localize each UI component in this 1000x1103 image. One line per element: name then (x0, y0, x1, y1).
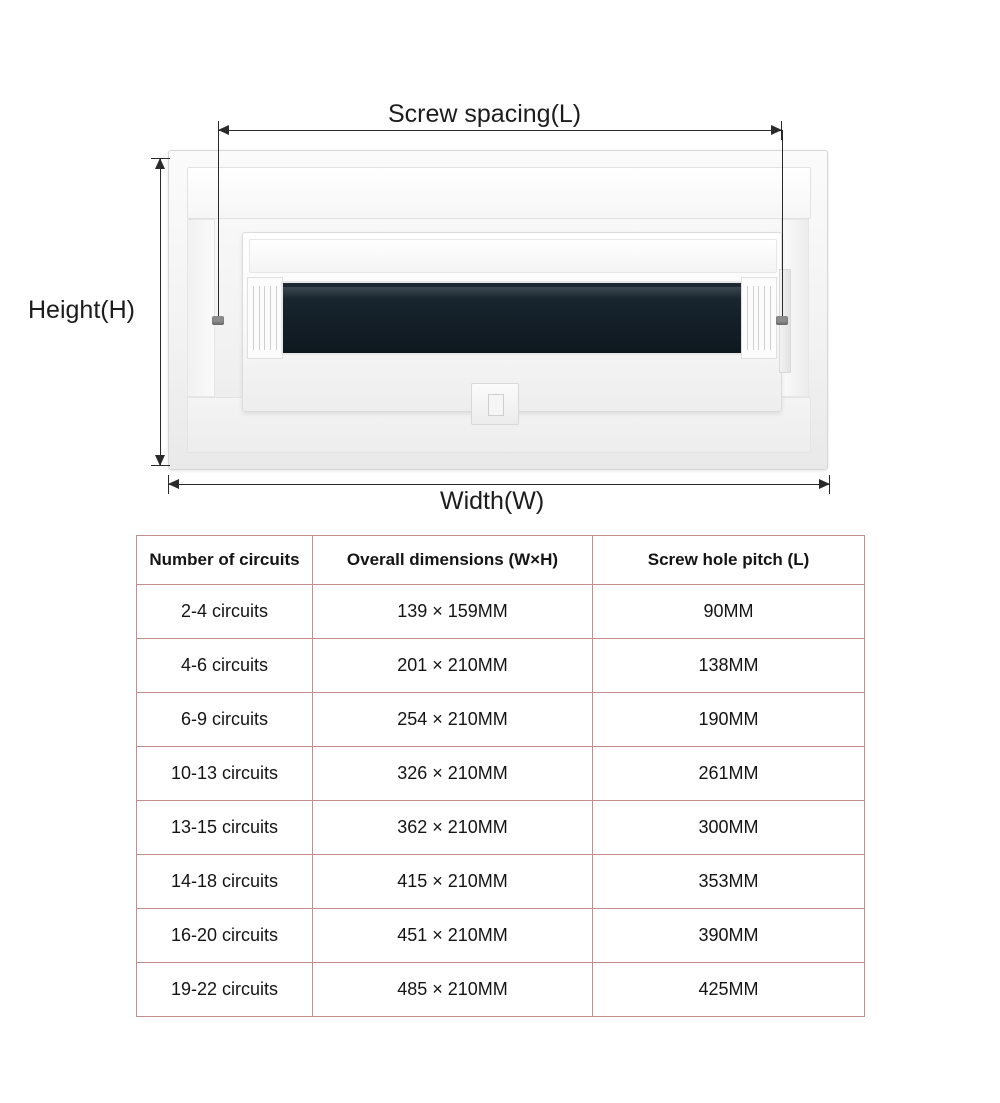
cell-circuits: 2-4 circuits (137, 585, 313, 639)
arrow-left-icon (218, 125, 229, 135)
arrow-left-icon (168, 479, 179, 489)
cell-circuits: 6-9 circuits (137, 693, 313, 747)
cell-dimensions: 451 × 210MM (313, 909, 593, 963)
louver-line (270, 286, 271, 350)
arrow-up-icon (155, 158, 165, 169)
cell-circuits: 4-6 circuits (137, 639, 313, 693)
cell-dimensions: 362 × 210MM (313, 801, 593, 855)
header-screw-hole-pitch: Screw hole pitch (L) (593, 536, 865, 585)
right-screw-marker (776, 316, 788, 325)
louver-line (747, 286, 748, 350)
cell-pitch: 390MM (593, 909, 865, 963)
right-screw-leader-line (782, 130, 783, 320)
height-label: Height(H) (28, 296, 135, 324)
cell-dimensions: 326 × 210MM (313, 747, 593, 801)
cover-top-bar (249, 239, 777, 273)
enclosure-diagram (0, 0, 1000, 520)
header-number-of-circuits: Number of circuits (137, 536, 313, 585)
left-screw-marker (212, 316, 224, 325)
table-row (137, 585, 865, 639)
table-row (137, 909, 865, 963)
cell-pitch: 353MM (593, 855, 865, 909)
cell-dimensions: 485 × 210MM (313, 963, 593, 1017)
cell-circuits: 13-15 circuits (137, 801, 313, 855)
enclosure-cover (242, 232, 782, 412)
cell-dimensions: 139 × 159MM (313, 585, 593, 639)
specification-table (136, 535, 865, 1017)
cell-circuits: 14-18 circuits (137, 855, 313, 909)
left-screw-leader-line (218, 130, 219, 320)
cell-circuits: 19-22 circuits (137, 963, 313, 1017)
arrow-right-icon (819, 479, 830, 489)
louver-line (770, 286, 771, 350)
enclosure-left-channel (187, 219, 215, 397)
enclosure-top-channel (187, 167, 811, 219)
arrow-down-icon (155, 455, 165, 466)
screw-spacing-label: Screw spacing(L) (388, 100, 582, 128)
window-gloss (283, 287, 743, 299)
louver-line (758, 286, 759, 350)
cell-pitch: 90MM (593, 585, 865, 639)
cover-window (281, 281, 745, 355)
cell-dimensions: 201 × 210MM (313, 639, 593, 693)
cell-pitch: 425MM (593, 963, 865, 1017)
louver-line (753, 286, 754, 350)
table-row (137, 747, 865, 801)
arrow-right-icon (771, 125, 782, 135)
table-header-row (137, 536, 865, 585)
latch-notch (488, 394, 504, 416)
cell-pitch: 138MM (593, 639, 865, 693)
height-dimension-line (160, 158, 161, 466)
louver-line (764, 286, 765, 350)
louver-line (264, 286, 265, 350)
table-row (137, 639, 865, 693)
cell-pitch: 190MM (593, 693, 865, 747)
cell-dimensions: 415 × 210MM (313, 855, 593, 909)
right-louver-vent (741, 277, 777, 359)
width-label: Width(W) (440, 487, 545, 515)
table-row (137, 801, 865, 855)
table-row (137, 693, 865, 747)
left-louver-vent (247, 277, 283, 359)
table-row (137, 855, 865, 909)
cell-circuits: 10-13 circuits (137, 747, 313, 801)
cell-pitch: 261MM (593, 747, 865, 801)
louver-line (253, 286, 254, 350)
cell-dimensions: 254 × 210MM (313, 693, 593, 747)
cell-pitch: 300MM (593, 801, 865, 855)
cover-latch (471, 383, 519, 425)
louver-line (276, 286, 277, 350)
louver-line (259, 286, 260, 350)
cell-circuits: 16-20 circuits (137, 909, 313, 963)
header-overall-dimensions: Overall dimensions (W×H) (313, 536, 593, 585)
table-row (137, 963, 865, 1017)
width-dimension-line (168, 484, 830, 485)
screw-spacing-dimension-line (218, 130, 782, 131)
